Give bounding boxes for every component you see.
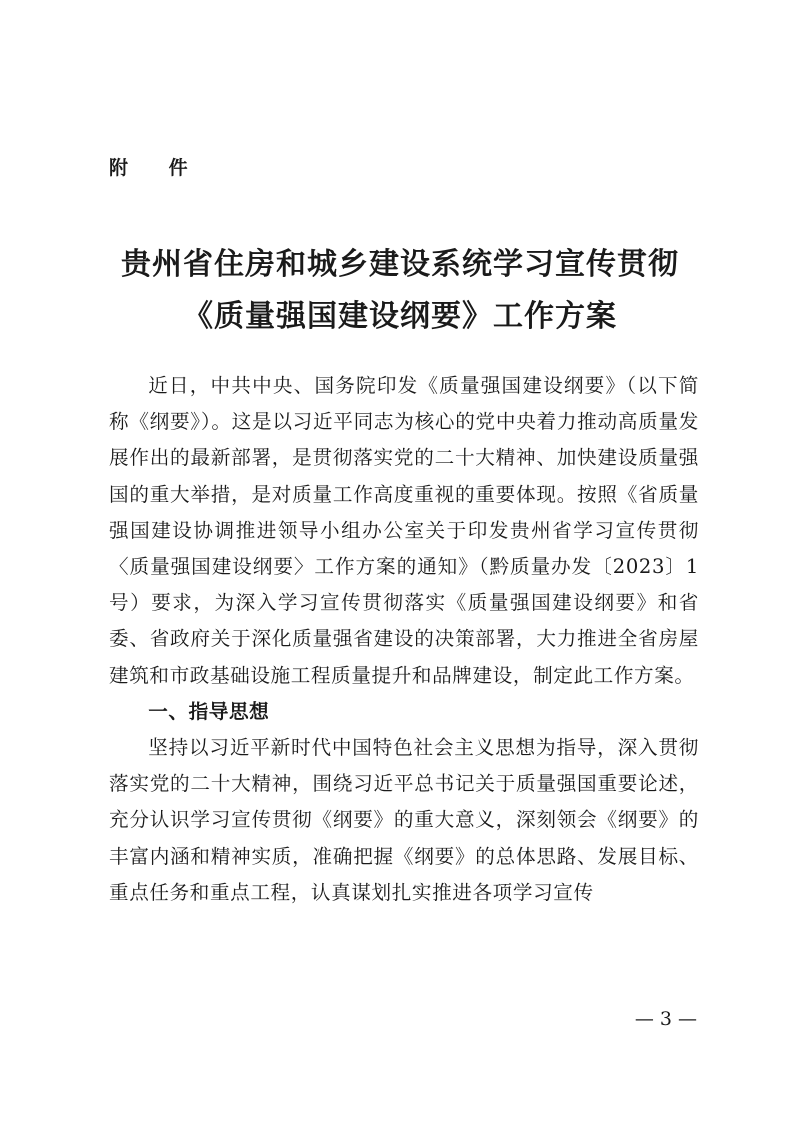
document-title [100,239,700,343]
title-line-1: 贵州省住房和城乡建设系统学习宣传贯彻 [121,247,679,282]
section-heading-guiding-ideology: 一、指导思想 [148,699,270,723]
document-body [109,368,699,911]
guiding-ideology-paragraph: 坚持以习近平新时代中国特色社会主义思想为指导，深入贯彻落实党的二十大精神，围绕习近平总书记关于质量强国重要论述，充分认识学习宣传贯彻《纲要》的重大意义，深刻领会《纲要》的丰富内涵和精神实质，准确把握《纲要》的总体思路、发展目标、重点任务和重点工程，认真谋划扎实推进各项学习宣传 [109,736,699,904]
title-line-2: 《质量强国建设纲要》工作方案 [183,299,617,334]
intro-paragraph: 近日，中共中央、国务院印发《质量强国建设纲要》（以下简称《纲要》）。这是以习近平同志为核心的党中央着力推动高质量发展作出的最新部署，是贯彻落实党的二十大精神、加快建设质量强国的重大举措，是对质量工作高度重视的重要体现。按照《省质量强国建设协调推进领导小组办公室关于印发贵州省学习宣传贯彻〈质量强国建设纲要〉工作方案的通知》（黔质量办发〔2023〕1号）要求，为深入学习宣传贯彻落实《质量强国建设纲要》和省委、省政府关于深化质量强省建设的决策部署，大力推进全省房屋建筑和市政基础设施工程质量提升和品牌建设，制定此工作方案。 [109,374,699,687]
page-number: — 3 — [634,1008,697,1030]
attachment-label: 附 件 [109,157,205,179]
